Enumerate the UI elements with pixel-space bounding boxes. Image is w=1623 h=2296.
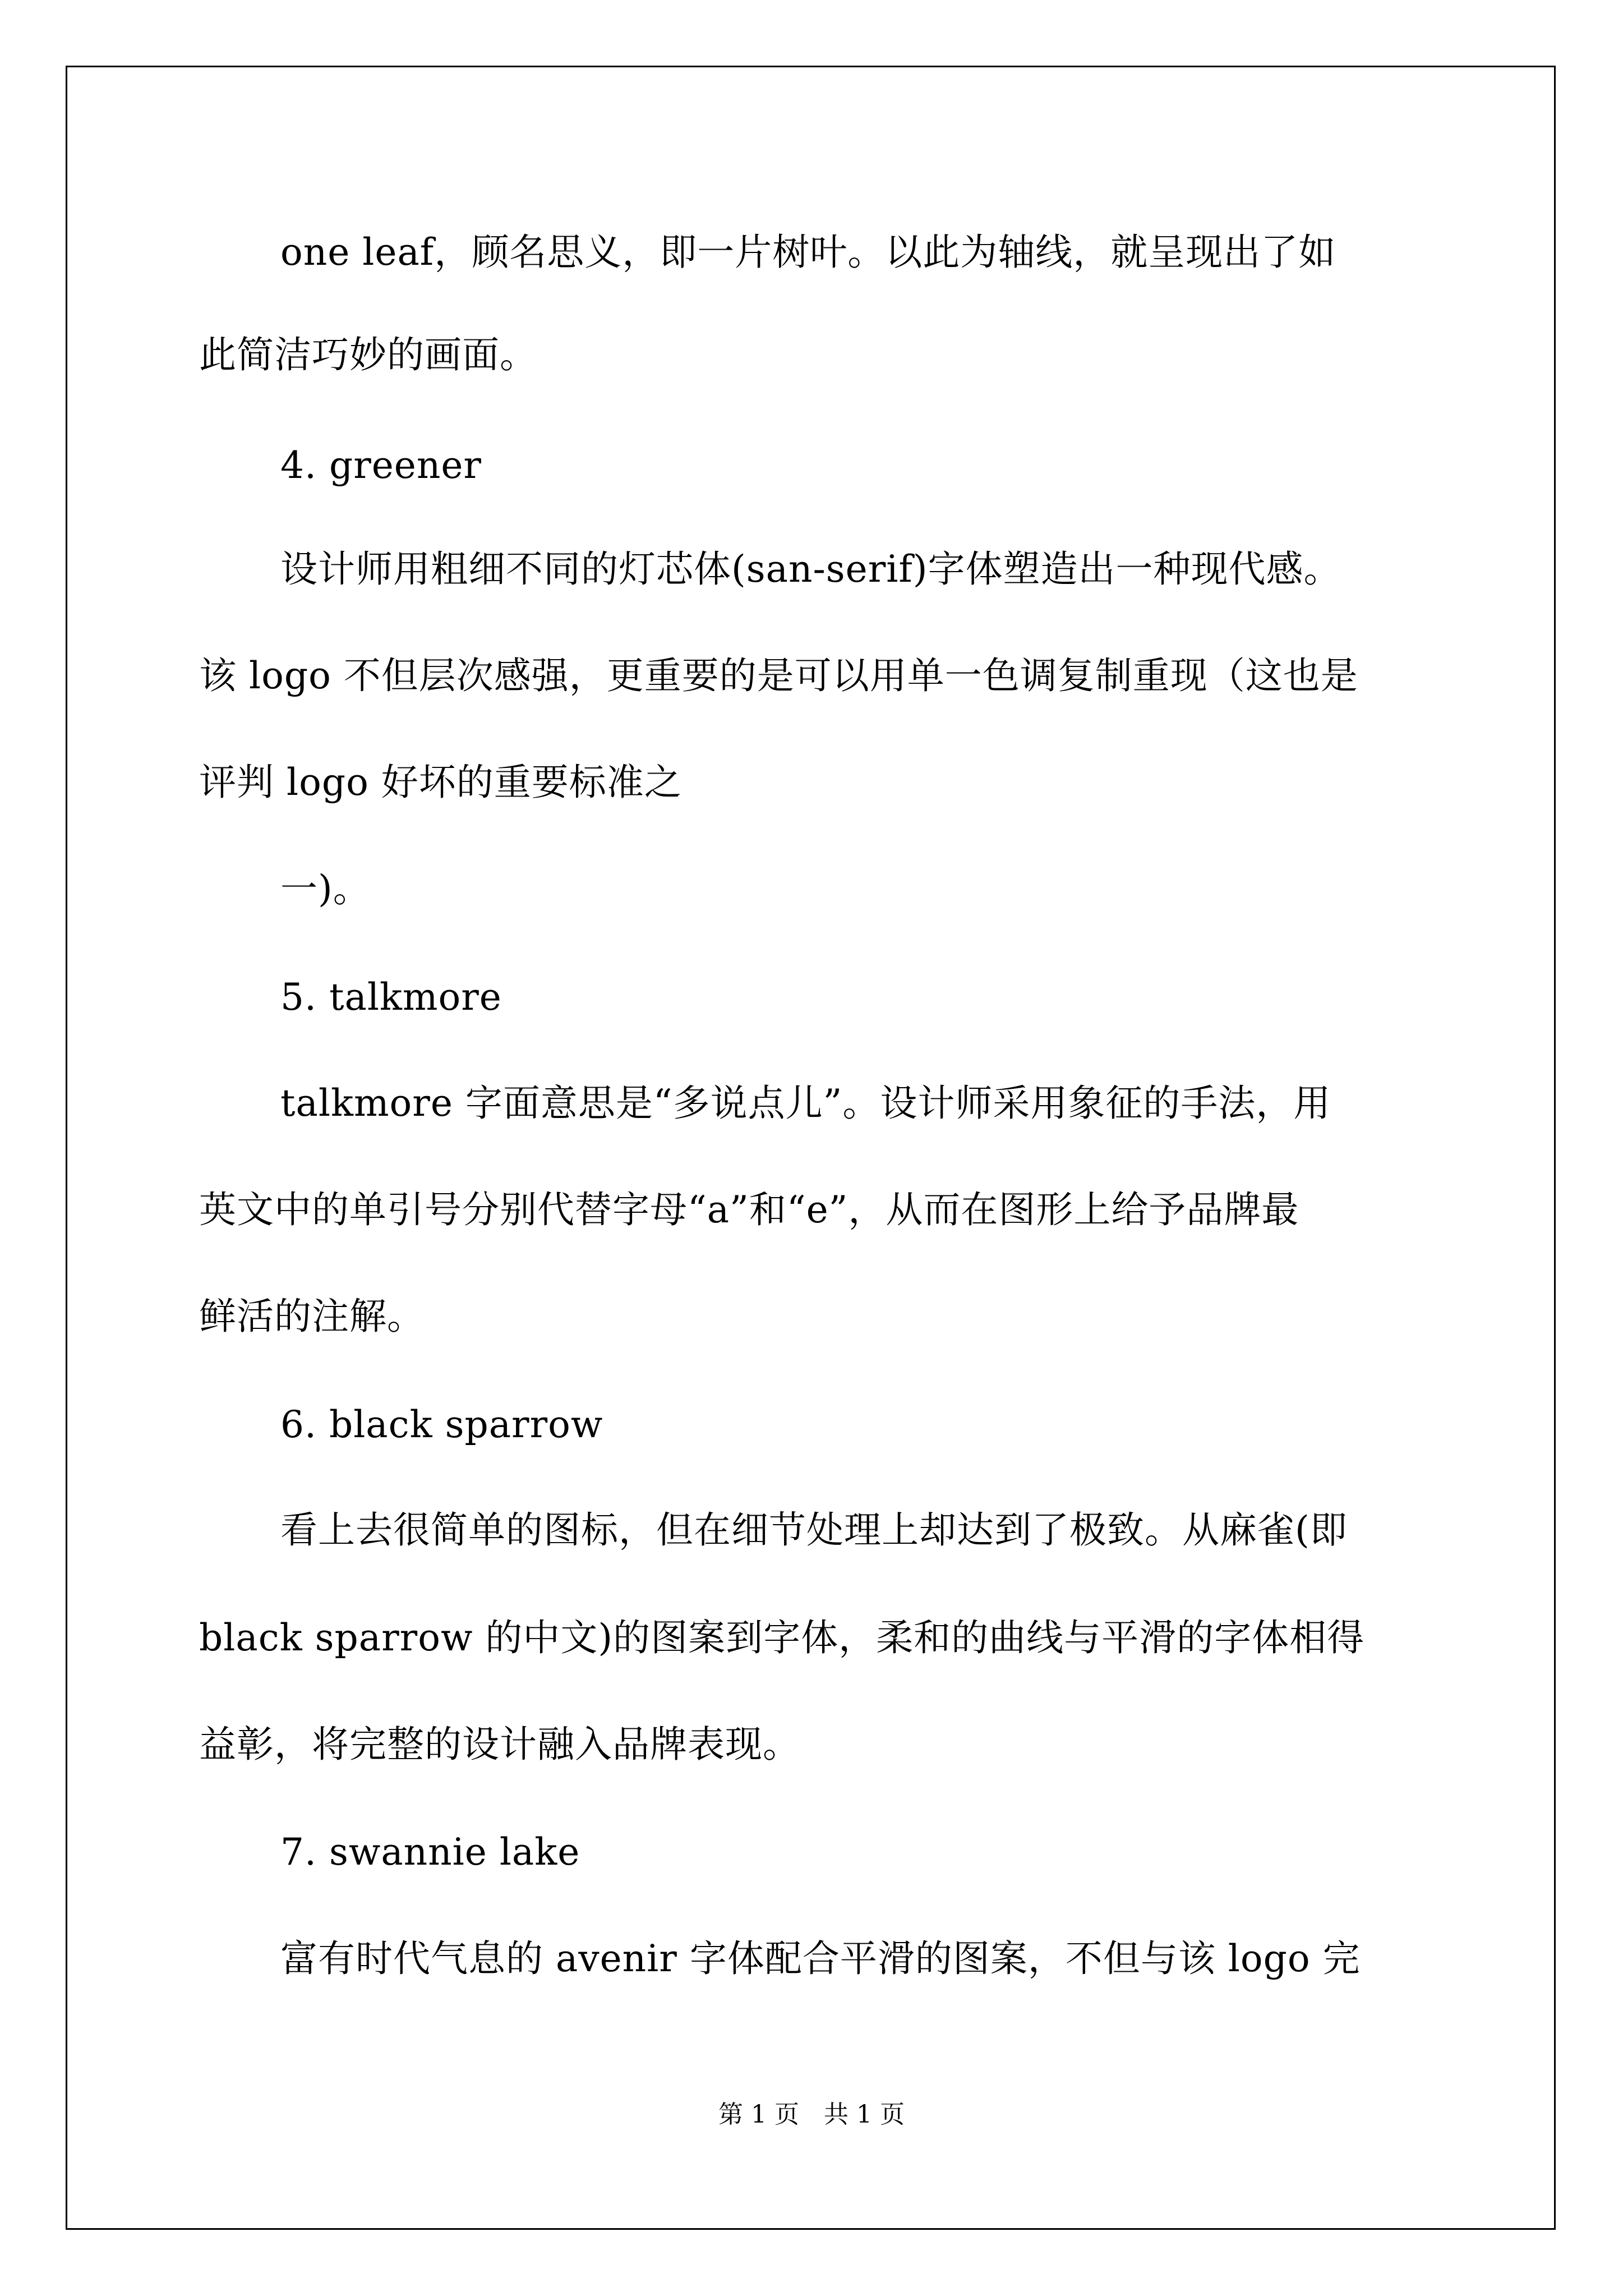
- paragraph-line: black sparrow 的中文)的图案到字体，柔和的曲线与平滑的字体相得: [199, 1616, 1365, 1659]
- page-footer: 第 1 页 共 1 页: [718, 2100, 905, 2129]
- section-heading: 5. talkmore: [280, 976, 502, 1019]
- paragraph-line: 一)。: [280, 867, 371, 910]
- paragraph-line: talkmore 字面意思是“多说点儿”。设计师采用象征的手法，用: [280, 1082, 1331, 1125]
- paragraph-line: 该 logo 不但层次感强，更重要的是可以用单一色调复制重现（这也是: [199, 654, 1358, 697]
- paragraph-line: 富有时代气息的 avenir 字体配合平滑的图案，不但与该 logo 完: [280, 1937, 1361, 1980]
- paragraph-line: 评判 logo 好坏的重要标准之: [199, 761, 682, 804]
- section-heading: 4. greener: [280, 444, 482, 487]
- section-heading: 6. black sparrow: [280, 1403, 603, 1446]
- paragraph-line: 益彰，将完整的设计融入品牌表现。: [199, 1723, 800, 1766]
- paragraph-line: 看上去很简单的图标，但在细节处理上却达到了极致。从麻雀(即: [280, 1508, 1348, 1552]
- paragraph-line: 设计师用粗细不同的灯芯体(san-serif)字体塑造出一种现代感。: [280, 547, 1341, 591]
- paragraph-line: 此简洁巧妙的画面。: [199, 333, 537, 376]
- paragraph-line: 鲜活的注解。: [199, 1295, 425, 1338]
- page-border: [66, 66, 1556, 2230]
- section-heading: 7. swannie lake: [280, 1830, 580, 1874]
- paragraph-line: one leaf，顾名思义，即一片树叶。以此为轴线，就呈现出了如: [280, 231, 1336, 274]
- paragraph-line: 英文中的单引号分别代替字母“a”和“e”，从而在图形上给予品牌最: [199, 1188, 1299, 1231]
